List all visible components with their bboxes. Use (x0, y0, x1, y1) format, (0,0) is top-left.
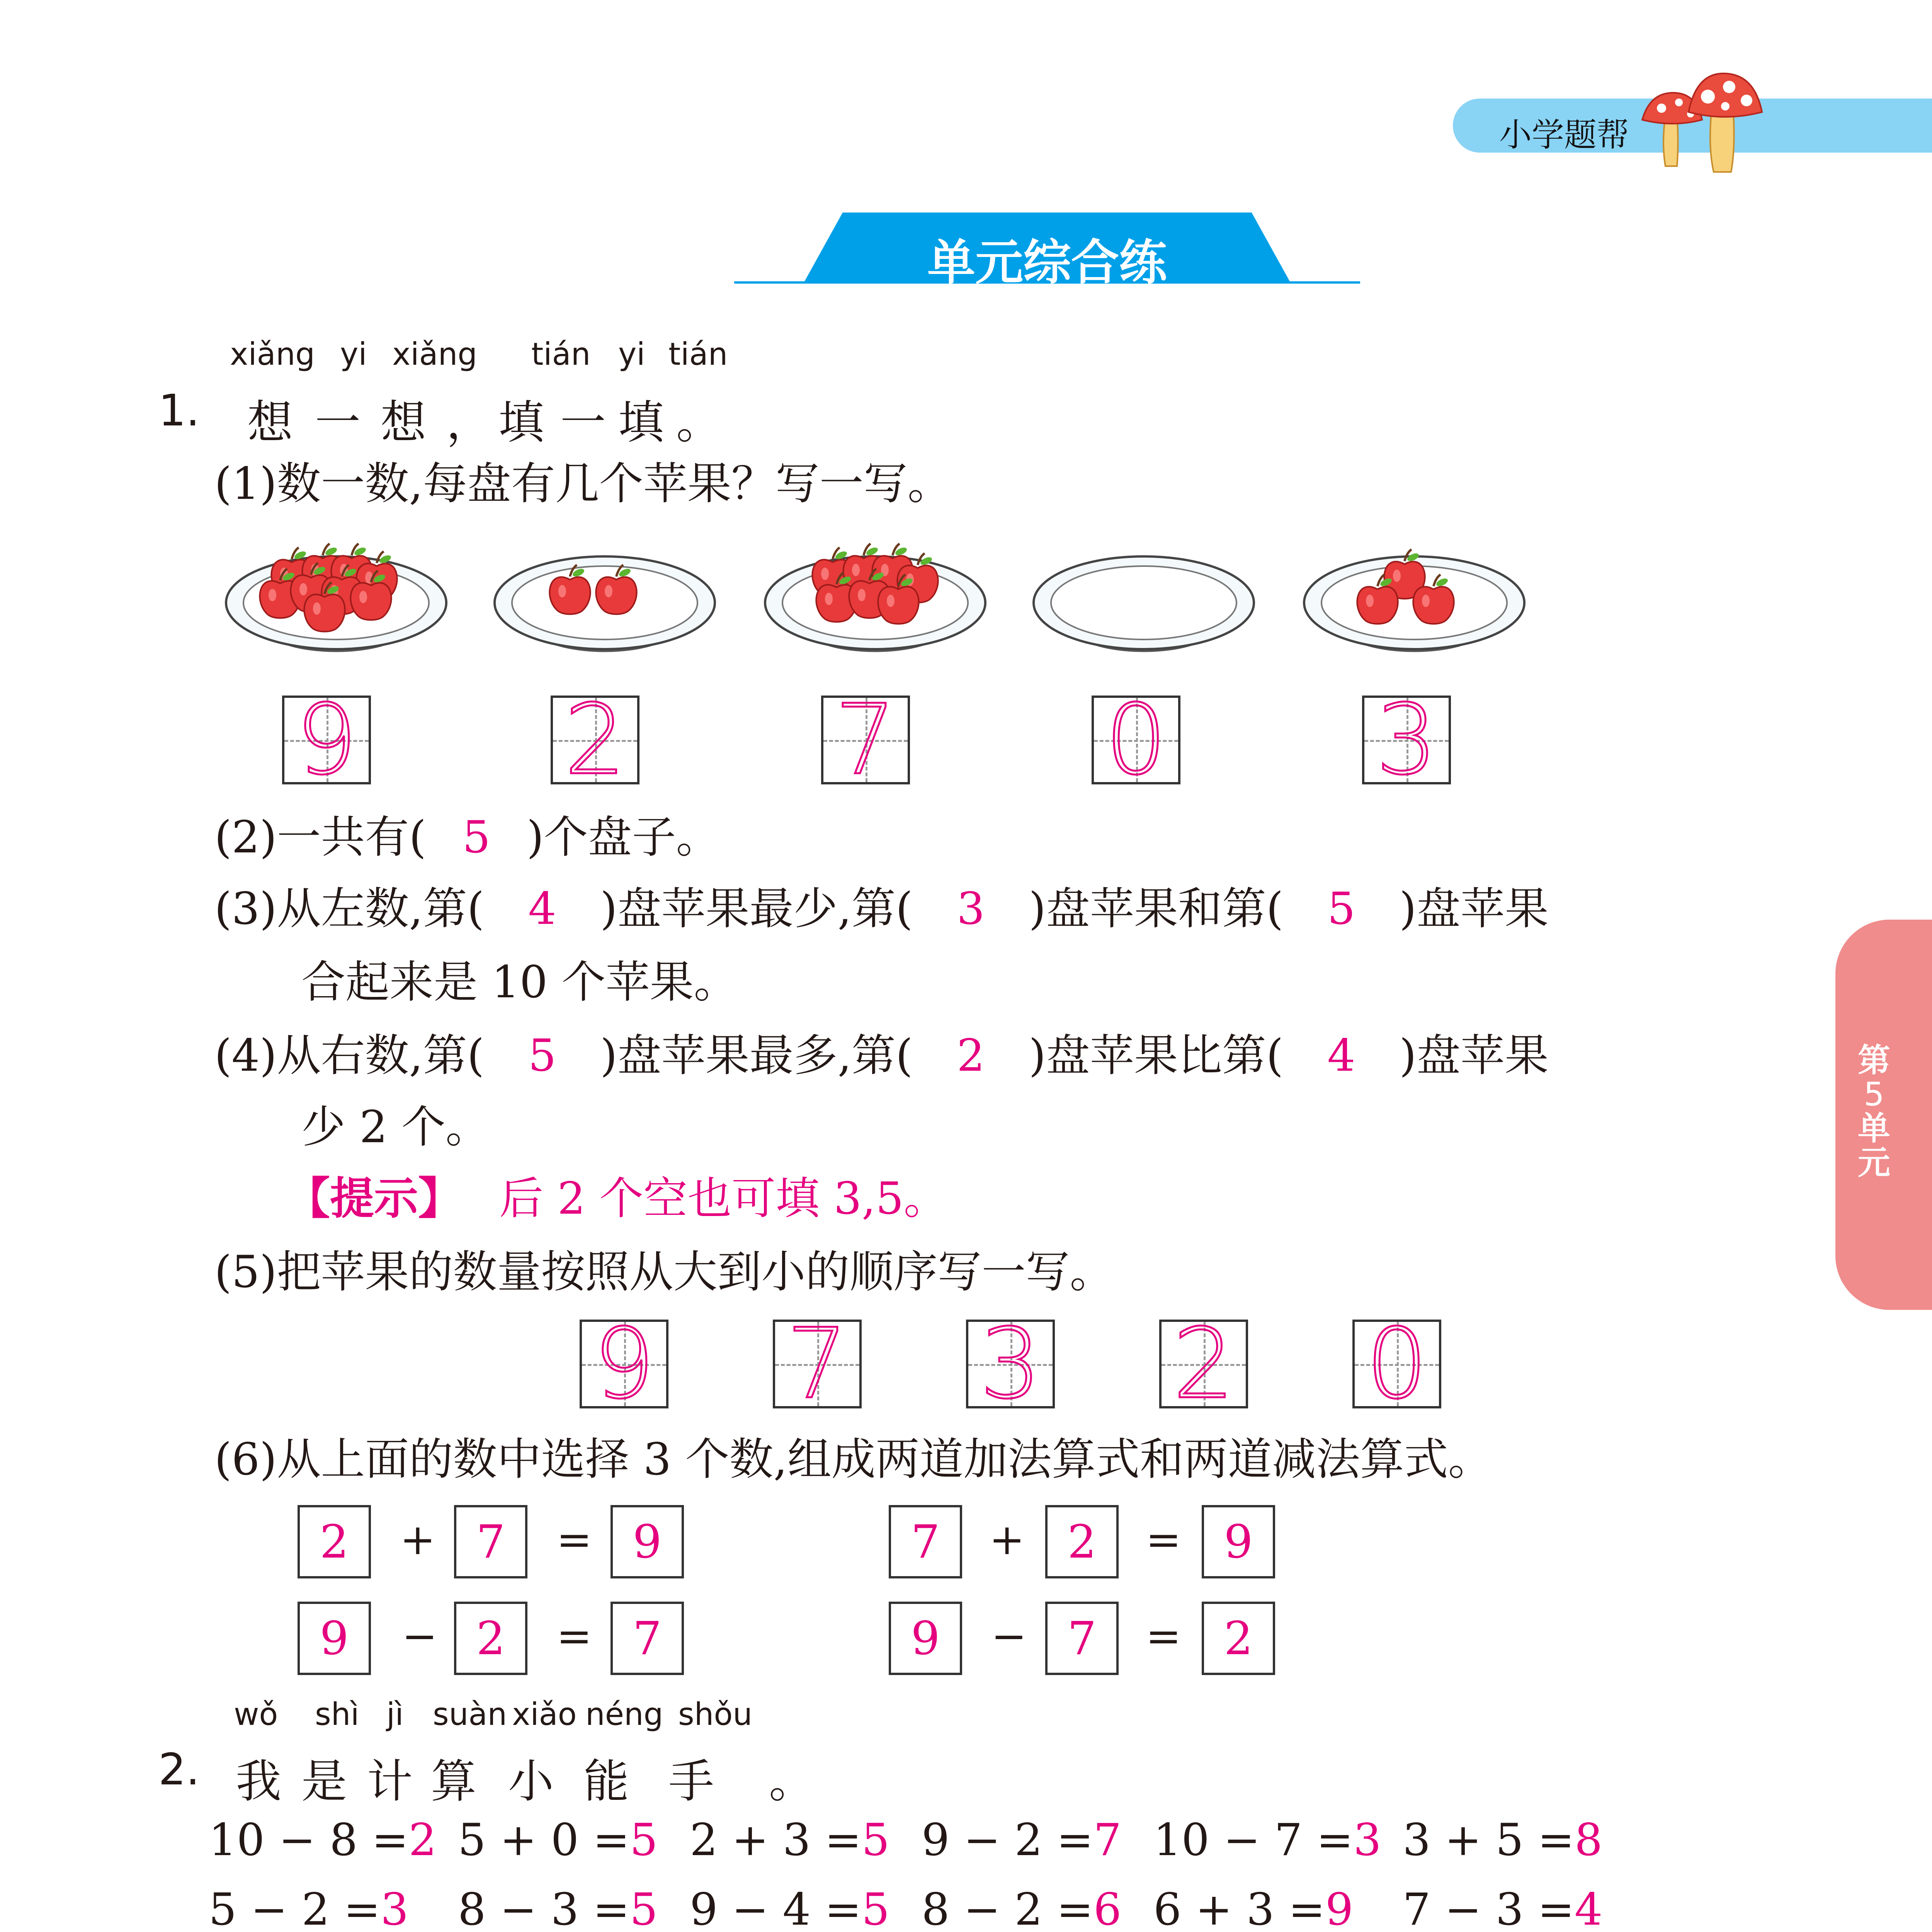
equation-operator: + (400, 1515, 436, 1564)
equation-box: 9 (889, 1602, 962, 1675)
answer-grid: 9 (282, 696, 371, 784)
q1-p3-line2: 合起来是 10 个苹果。 (301, 956, 738, 1008)
apple-plate (493, 537, 717, 665)
q1-p4: (4)从右数,第( 5 )盘苹果最多,第( 2 )盘苹果比第( 4 )盘苹果 (214, 1030, 1549, 1081)
calc-expression: 5 − 2 = (209, 1884, 381, 1932)
calc-expression: 2 + 3 = (690, 1814, 862, 1866)
equation-box: 7 (611, 1602, 684, 1675)
q1-p3: (3)从左数,第( 4 )盘苹果最少,第( 3 )盘苹果和第( 5 )盘苹果 (214, 883, 1549, 934)
calc-problem (209, 1884, 408, 1932)
apple-plate (1032, 537, 1256, 665)
equation-box: 2 (1202, 1602, 1275, 1675)
calc-problem (1153, 1814, 1381, 1866)
calc-problem (458, 1814, 658, 1866)
equation-box: 9 (1202, 1505, 1275, 1578)
answer-grid: 2 (551, 696, 639, 784)
calc-problem (690, 1814, 889, 1866)
calc-expression: 7 − 3 = (1403, 1884, 1575, 1932)
calc-problem (1403, 1814, 1602, 1866)
equation-box: 9 (611, 1505, 684, 1578)
section-title: 单元综合练 (927, 235, 1167, 291)
calc-answer: 8 (1574, 1814, 1603, 1866)
calc-answer: 4 (1574, 1884, 1603, 1932)
apple-plate (224, 537, 448, 665)
calc-problem (1153, 1884, 1353, 1932)
calc-answer: 5 (629, 1884, 658, 1932)
calc-answer: 6 (1093, 1884, 1122, 1932)
brand-label: 小学题帮 (1499, 116, 1629, 154)
equation-equals: = (556, 1515, 592, 1564)
calc-answer: 9 (1325, 1884, 1354, 1932)
equation-operator: + (989, 1515, 1025, 1564)
equation-box: 9 (298, 1602, 371, 1675)
calc-answer: 3 (380, 1884, 409, 1932)
calc-expression: 10 − 7 = (1153, 1814, 1354, 1866)
q1-p5-label: (5)把苹果的数量按照从大到小的顺序写一写。 (214, 1246, 1114, 1298)
calc-expression: 10 − 8 = (209, 1814, 409, 1866)
calc-answer: 2 (408, 1814, 437, 1866)
equation-operator: − (991, 1611, 1027, 1661)
order-grid: 9 (580, 1320, 668, 1408)
answer-grid: 0 (1092, 696, 1180, 784)
calc-expression: 9 − 4 = (690, 1884, 862, 1932)
equation-box: 2 (1045, 1505, 1119, 1578)
equation-box: 2 (454, 1602, 527, 1675)
calc-answer: 5 (629, 1814, 658, 1866)
equation-box: 7 (1045, 1602, 1119, 1675)
calc-expression: 5 + 0 = (458, 1814, 630, 1866)
calc-expression: 9 − 2 = (922, 1814, 1094, 1866)
calc-expression: 8 − 2 = (922, 1884, 1094, 1932)
calc-problem (922, 1884, 1121, 1932)
equation-box: 7 (889, 1505, 962, 1578)
calc-answer: 5 (861, 1884, 890, 1932)
answer-grid: 3 (1362, 696, 1451, 784)
calc-problem (690, 1884, 889, 1932)
equation-box: 7 (454, 1505, 527, 1578)
q1-p1-label: (1)数一数,每盘有几个苹果？写一写。 (214, 458, 952, 509)
calc-expression: 3 + 5 = (1403, 1814, 1575, 1866)
order-grid: 0 (1352, 1320, 1441, 1408)
calc-answer: 3 (1353, 1814, 1381, 1866)
equation-box: 2 (298, 1505, 371, 1578)
equation-operator: − (402, 1611, 438, 1661)
calc-problem (458, 1884, 658, 1932)
q1-p4-line2: 少 2 个。 (301, 1101, 490, 1153)
calc-expression: 6 + 3 = (1153, 1884, 1325, 1932)
calc-expression: 8 − 3 = (458, 1884, 630, 1932)
calc-problem (209, 1814, 437, 1866)
equation-equals: = (556, 1611, 592, 1661)
calc-problem (922, 1814, 1121, 1866)
apple-plate (763, 537, 987, 665)
mushroom-icon (1634, 70, 1774, 178)
order-grid: 7 (773, 1320, 862, 1408)
calc-answer: 5 (861, 1814, 890, 1866)
unit-tab-label: 第 5 单 元 (1857, 1041, 1890, 1182)
order-grid: 2 (1159, 1320, 1248, 1408)
calc-answer: 7 (1093, 1814, 1122, 1866)
q1-p6-label: (6)从上面的数中选择 3 个数,组成两道加法算式和两道减法算式。 (214, 1434, 1492, 1485)
calc-problem (1403, 1884, 1602, 1932)
answer-grid: 7 (821, 696, 910, 784)
q1-hint: 【提示】 后 2 个空也可填 3,5。 (286, 1173, 948, 1224)
order-grid: 3 (966, 1320, 1055, 1408)
equation-equals: = (1146, 1515, 1182, 1564)
q1-p2: (2)一共有( 5 )个盘子。 (214, 811, 720, 863)
apple-plate (1302, 537, 1526, 665)
equation-equals: = (1146, 1611, 1182, 1661)
